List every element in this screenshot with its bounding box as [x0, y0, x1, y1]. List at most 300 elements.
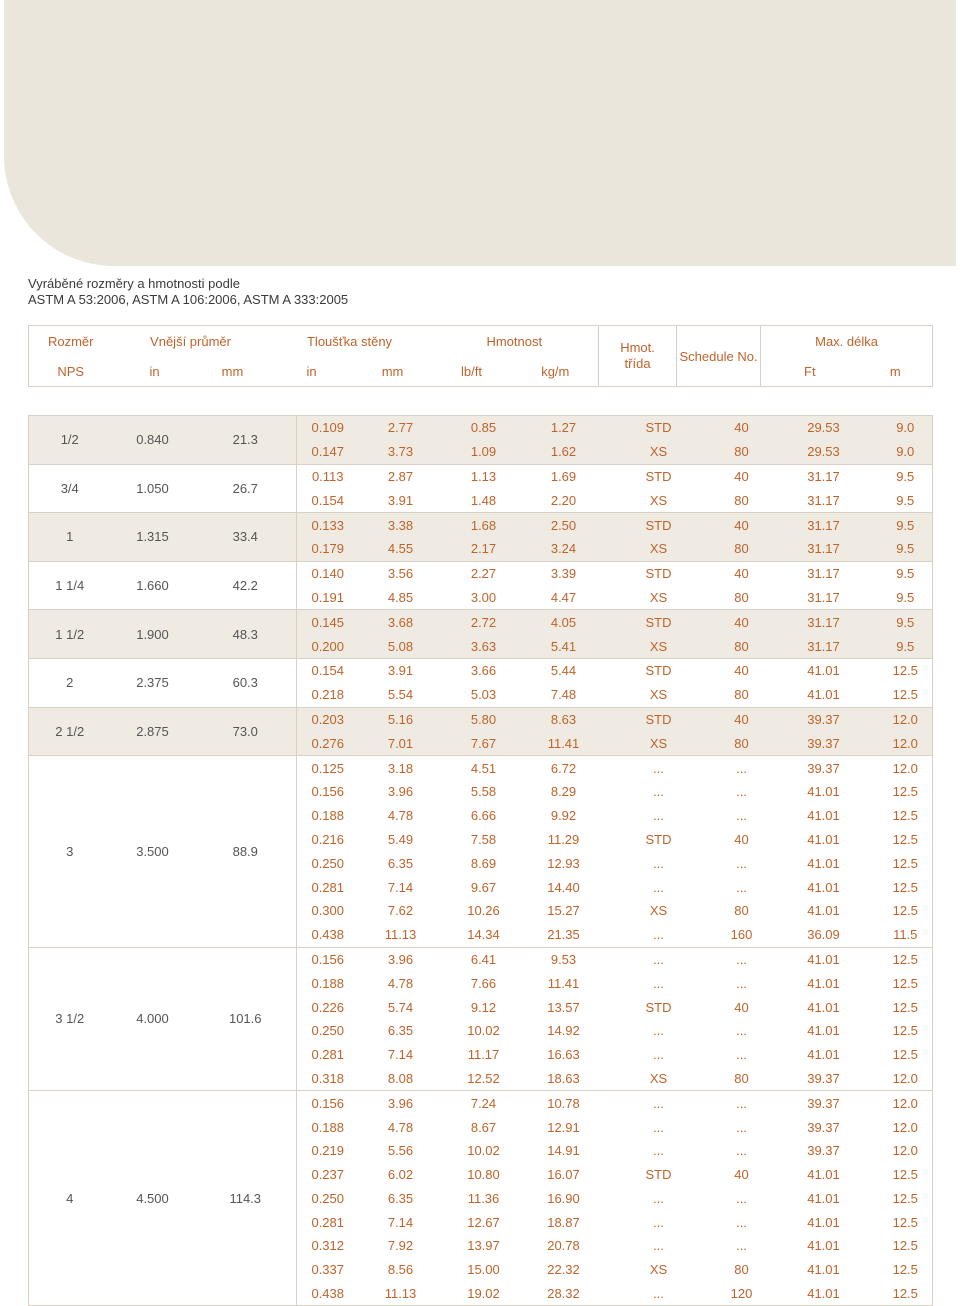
wt-mm-cell: 3.18: [359, 756, 443, 780]
kgm-cell: 4.05: [525, 610, 603, 634]
max-m-cell: 12.5: [892, 903, 918, 919]
wt-mm-cell: 3.38: [359, 513, 443, 537]
kgm-cell: 18.87: [547, 1214, 580, 1230]
header-lbft: lb/ft: [461, 363, 483, 379]
kgm-cell: 6.72: [525, 756, 603, 780]
hmot-trida-cell: XS: [603, 537, 715, 561]
hmot-trida-cell: ...: [653, 1214, 664, 1230]
table-row: [29, 1091, 933, 1115]
max-ft-cell: 41.01: [807, 1190, 840, 1206]
hmot-trida-cell: XS: [649, 589, 668, 605]
lbft-cell: 10.80: [467, 1167, 500, 1183]
od-mm-cell: 101.6: [195, 947, 297, 1091]
wt-mm-cell: 4.55: [359, 537, 443, 561]
header-hmot-trida-line2: třída: [624, 356, 651, 371]
table-row: [29, 756, 933, 780]
max-ft-cell: 41.01: [807, 831, 840, 847]
schedule-cell: ...: [736, 1023, 747, 1039]
max-m-cell: 12.0: [892, 1143, 918, 1159]
hmot-trida-cell: STD: [603, 658, 715, 682]
header-hmot-trida-line1: Hmot.: [620, 340, 655, 355]
wt-in-cell: 0.218: [297, 683, 359, 707]
schedule-cell: ...: [736, 1190, 747, 1206]
schedule-cell: ...: [736, 808, 747, 824]
kgm-cell: 16.07: [547, 1167, 580, 1183]
kgm-cell: 1.69: [525, 464, 603, 488]
wt-in-cell: 0.216: [297, 828, 359, 852]
header-ft: Ft: [804, 363, 816, 379]
schedule-cell: 40: [715, 610, 769, 634]
od-mm-cell: 60.3: [195, 658, 297, 707]
max-m-cell: 12.5: [892, 1286, 918, 1302]
hmot-trida-cell: STD: [603, 416, 715, 440]
schedule-cell: 40: [715, 416, 769, 440]
wt-in-cell: 0.276: [297, 731, 359, 755]
wt-in-cell: 0.145: [297, 610, 359, 634]
hmot-trida-cell: ...: [653, 1286, 664, 1302]
hmot-trida-cell: XS: [649, 1070, 668, 1086]
od-mm-cell: 114.3: [195, 1091, 297, 1306]
wt-mm-cell: 3.96: [359, 1091, 443, 1115]
wt-in-cell: 0.337: [297, 1258, 359, 1282]
kgm-cell: 2.20: [550, 492, 577, 508]
table-row: [29, 513, 933, 537]
hmot-trida-cell: STD: [645, 1167, 672, 1183]
max-ft-cell: 31.17: [769, 610, 879, 634]
max-m-cell: 12.5: [892, 1047, 918, 1063]
max-ft-cell: 41.01: [807, 975, 840, 991]
wt-in-cell: 0.281: [297, 875, 359, 899]
schedule-cell: ...: [715, 1091, 769, 1115]
wt-in-cell: 0.200: [297, 634, 359, 658]
header-rozmer: Rozměr: [47, 333, 94, 349]
header-schedule-no: Schedule No.: [677, 326, 761, 387]
header-vnejsi-prumer: Vnější průměr: [150, 333, 231, 349]
wt-mm-cell: 3.73: [359, 440, 443, 464]
max-m-cell: 12.5: [879, 947, 933, 971]
wt-mm-cell: 4.78: [387, 1119, 414, 1135]
wt-mm-cell: 5.56: [387, 1143, 414, 1159]
wt-mm-cell: 5.08: [359, 634, 443, 658]
lbft-cell: 12.67: [467, 1214, 500, 1230]
lbft-cell: 0.85: [443, 416, 525, 440]
hmot-trida-cell: ...: [653, 1119, 664, 1135]
od-in-cell: 4.500: [111, 1091, 195, 1306]
lbft-cell: 3.00: [470, 589, 497, 605]
wt-in-cell: 0.188: [297, 804, 359, 828]
lbft-cell: 7.67: [443, 731, 525, 755]
od-mm-cell: 73.0: [195, 707, 297, 756]
wt-in-cell: 0.188: [297, 971, 359, 995]
kgm-cell: 7.48: [550, 687, 577, 703]
hmot-trida-cell: ...: [653, 879, 664, 895]
max-m-cell: 9.0: [879, 416, 933, 440]
column-header-table: [28, 325, 933, 387]
max-m-cell: 12.0: [879, 1091, 933, 1115]
lbft-cell: 1.68: [443, 513, 525, 537]
wt-mm-cell: 6.35: [387, 1190, 414, 1206]
max-ft-cell: 39.37: [769, 1091, 879, 1115]
lbft-cell: 8.67: [470, 1119, 497, 1135]
hmot-trida-cell: XS: [603, 440, 715, 464]
max-ft-cell: 41.01: [807, 999, 840, 1015]
max-ft-cell: 31.17: [769, 513, 879, 537]
kgm-cell: 1.62: [525, 440, 603, 464]
schedule-cell: 160: [730, 927, 753, 943]
max-ft-cell: 31.17: [769, 537, 879, 561]
wt-mm-cell: 5.54: [387, 687, 414, 703]
od-mm-cell: 48.3: [195, 610, 297, 659]
hmot-trida-cell: XS: [649, 1262, 668, 1278]
lbft-cell: 1.48: [470, 492, 497, 508]
wt-in-cell: 0.154: [297, 488, 359, 512]
lbft-cell: 3.66: [443, 658, 525, 682]
hmot-trida-cell: XS: [649, 492, 668, 508]
hmot-trida-cell: XS: [649, 687, 668, 703]
hmot-trida-cell: ...: [653, 1143, 664, 1159]
schedule-cell: 80: [734, 1070, 749, 1086]
header-kgm: kg/m: [513, 356, 599, 387]
kgm-cell: 14.92: [547, 1023, 580, 1039]
od-in-cell: 1.660: [111, 561, 195, 610]
wt-in-cell: 0.125: [297, 756, 359, 780]
wt-in-cell: 0.318: [297, 1067, 359, 1091]
kgm-cell: 1.27: [525, 416, 603, 440]
max-ft-cell: 39.37: [769, 707, 879, 731]
lbft-cell: 1.09: [443, 440, 525, 464]
kgm-cell: 11.29: [547, 831, 580, 847]
max-ft-cell: 36.09: [807, 927, 840, 943]
max-m-cell: 12.0: [879, 731, 933, 755]
lbft-cell: 9.67: [470, 879, 497, 895]
od-in-cell: 0.840: [111, 416, 195, 465]
lbft-cell: 4.51: [443, 756, 525, 780]
wt-mm-cell: 7.14: [387, 879, 414, 895]
lbft-cell: 6.41: [443, 947, 525, 971]
decorative-header-band: [4, 0, 956, 266]
max-ft-cell: 39.37: [807, 1119, 840, 1135]
schedule-cell: ...: [715, 947, 769, 971]
wt-mm-cell: 7.01: [359, 731, 443, 755]
max-ft-cell: 39.37: [769, 756, 879, 780]
table-row: [29, 707, 933, 731]
lbft-cell: 15.00: [467, 1262, 500, 1278]
lbft-cell: 6.66: [470, 808, 497, 824]
max-ft-cell: 41.01: [807, 855, 840, 871]
hmot-trida-cell: STD: [603, 513, 715, 537]
nps-cell: 1 1/4: [29, 561, 111, 610]
max-ft-cell: 31.17: [807, 589, 840, 605]
hmot-trida-cell: ...: [653, 927, 664, 943]
schedule-cell: 80: [734, 589, 749, 605]
schedule-cell: ...: [736, 879, 747, 895]
lbft-cell: 5.03: [470, 687, 497, 703]
lbft-cell: 12.52: [467, 1070, 500, 1086]
table-row: [29, 947, 933, 971]
max-ft-cell: 41.01: [807, 879, 840, 895]
lbft-cell: 7.24: [443, 1091, 525, 1115]
max-m-cell: 12.5: [892, 784, 918, 800]
max-m-cell: 9.0: [879, 440, 933, 464]
lbft-cell: 7.58: [470, 831, 497, 847]
wt-mm-cell: 3.96: [359, 947, 443, 971]
od-in-cell: 1.900: [111, 610, 195, 659]
max-m-cell: 12.5: [892, 1214, 918, 1230]
schedule-cell: ...: [736, 1214, 747, 1230]
lbft-cell: 13.97: [467, 1238, 500, 1254]
hmot-trida-cell: ...: [653, 975, 664, 991]
header-od-in: in: [149, 363, 160, 379]
kgm-cell: 13.57: [547, 999, 580, 1015]
kgm-cell: 9.53: [525, 947, 603, 971]
schedule-cell: ...: [715, 756, 769, 780]
wt-in-cell: 0.179: [297, 537, 359, 561]
header-wt-mm: mm: [381, 363, 404, 379]
kgm-cell: 14.40: [547, 879, 580, 895]
hmot-trida-cell: XS: [603, 634, 715, 658]
max-m-cell: 12.5: [892, 1262, 918, 1278]
wt-in-cell: 0.156: [297, 1091, 359, 1115]
max-ft-cell: 41.01: [807, 808, 840, 824]
hmot-trida-cell: ...: [653, 855, 664, 871]
max-m-cell: 11.5: [893, 927, 918, 943]
wt-mm-cell: 3.91: [387, 492, 414, 508]
schedule-cell: 80: [734, 1262, 749, 1278]
hmot-trida-cell: ...: [653, 1238, 664, 1254]
lbft-cell: 7.66: [470, 975, 497, 991]
wt-in-cell: 0.250: [297, 1187, 359, 1211]
wt-mm-cell: 5.16: [359, 707, 443, 731]
max-ft-cell: 41.01: [807, 784, 840, 800]
lbft-cell: 9.12: [470, 999, 497, 1015]
kgm-cell: 9.92: [550, 808, 577, 824]
schedule-cell: 40: [715, 707, 769, 731]
max-m-cell: 12.5: [879, 658, 933, 682]
wt-mm-cell: 5.74: [387, 999, 414, 1015]
kgm-cell: 14.91: [547, 1143, 580, 1159]
max-ft-cell: 31.17: [807, 492, 840, 508]
table-row: [29, 416, 933, 440]
schedule-cell: ...: [736, 1047, 747, 1063]
max-m-cell: 12.5: [892, 831, 918, 847]
wt-mm-cell: 4.85: [387, 589, 414, 605]
wt-in-cell: 0.438: [297, 1282, 359, 1306]
lbft-cell: 5.58: [470, 784, 497, 800]
hmot-trida-cell: ...: [653, 1023, 664, 1039]
kgm-cell: 21.35: [547, 927, 580, 943]
max-ft-cell: 29.53: [769, 440, 879, 464]
max-m-cell: 12.0: [892, 1119, 918, 1135]
kgm-cell: 12.91: [547, 1119, 580, 1135]
od-mm-cell: 42.2: [195, 561, 297, 610]
wt-in-cell: 0.156: [297, 780, 359, 804]
lbft-cell: 5.80: [443, 707, 525, 731]
wt-mm-cell: 7.62: [387, 903, 414, 919]
wt-in-cell: 0.250: [297, 851, 359, 875]
wt-mm-cell: 6.35: [387, 855, 414, 871]
wt-in-cell: 0.133: [297, 513, 359, 537]
max-ft-cell: 31.17: [769, 561, 879, 585]
max-m-cell: 12.5: [892, 999, 918, 1015]
lbft-cell: 11.36: [467, 1190, 500, 1206]
schedule-cell: 80: [715, 440, 769, 464]
wt-in-cell: 0.140: [297, 561, 359, 585]
hmot-trida-cell: ...: [603, 947, 715, 971]
hmot-trida-cell: STD: [603, 561, 715, 585]
wt-mm-cell: 6.35: [387, 1023, 414, 1039]
hmot-trida-cell: XS: [603, 731, 715, 755]
max-ft-cell: 41.01: [807, 1023, 840, 1039]
max-ft-cell: 41.01: [769, 658, 879, 682]
hmot-trida-cell: ...: [653, 1047, 664, 1063]
schedule-cell: ...: [736, 975, 747, 991]
lbft-cell: 2.27: [443, 561, 525, 585]
hmot-trida-cell: STD: [603, 464, 715, 488]
od-in-cell: 2.375: [111, 658, 195, 707]
wt-mm-cell: 11.13: [384, 1286, 417, 1302]
lbft-cell: 14.34: [467, 927, 500, 943]
kgm-cell: 15.27: [547, 903, 580, 919]
max-ft-cell: 39.37: [807, 1143, 840, 1159]
nps-cell: 3/4: [29, 464, 111, 513]
schedule-cell: ...: [736, 1143, 747, 1159]
schedule-cell: 40: [734, 831, 749, 847]
lbft-cell: 10.02: [467, 1143, 500, 1159]
table-row: [29, 464, 933, 488]
schedule-cell: ...: [736, 1238, 747, 1254]
wt-in-cell: 0.312: [297, 1234, 359, 1258]
kgm-cell: 20.78: [547, 1238, 580, 1254]
max-m-cell: 9.5: [879, 561, 933, 585]
hmot-trida-cell: STD: [645, 831, 672, 847]
wt-in-cell: 0.438: [297, 923, 359, 947]
kgm-cell: 3.39: [525, 561, 603, 585]
nps-cell: 1: [29, 513, 111, 562]
max-m-cell: 9.5: [879, 610, 933, 634]
schedule-cell: 80: [715, 537, 769, 561]
wt-mm-cell: 3.68: [359, 610, 443, 634]
max-ft-cell: 41.01: [807, 1238, 840, 1254]
od-mm-cell: 33.4: [195, 513, 297, 562]
kgm-cell: 12.93: [547, 855, 580, 871]
schedule-cell: ...: [736, 855, 747, 871]
max-ft-cell: 41.01: [807, 1167, 840, 1183]
nps-cell: 2: [29, 658, 111, 707]
schedule-cell: 40: [715, 513, 769, 537]
schedule-cell: ...: [736, 784, 747, 800]
max-m-cell: 12.5: [892, 975, 918, 991]
wt-in-cell: 0.147: [297, 440, 359, 464]
wt-mm-cell: 2.87: [359, 464, 443, 488]
wt-in-cell: 0.226: [297, 995, 359, 1019]
max-m-cell: 12.5: [892, 1190, 918, 1206]
wt-mm-cell: 8.08: [387, 1070, 414, 1086]
wt-mm-cell: 7.14: [387, 1047, 414, 1063]
wt-in-cell: 0.250: [297, 1019, 359, 1043]
nps-cell: 2 1/2: [29, 707, 111, 756]
schedule-cell: 40: [734, 999, 749, 1015]
max-m-cell: 12.5: [892, 808, 918, 824]
schedule-cell: ...: [736, 1119, 747, 1135]
max-ft-cell: 29.53: [769, 416, 879, 440]
lbft-cell: 1.13: [443, 464, 525, 488]
max-m-cell: 12.0: [879, 707, 933, 731]
kgm-cell: 28.32: [547, 1286, 580, 1302]
schedule-cell: 120: [730, 1286, 753, 1302]
schedule-cell: 80: [734, 492, 749, 508]
max-m-cell: 12.0: [879, 756, 933, 780]
header-od-mm: mm: [221, 363, 244, 379]
wt-in-cell: 0.109: [297, 416, 359, 440]
wt-in-cell: 0.113: [297, 464, 359, 488]
wt-in-cell: 0.154: [297, 658, 359, 682]
wt-mm-cell: 7.92: [387, 1238, 414, 1254]
wt-mm-cell: 3.56: [359, 561, 443, 585]
header-m: m: [889, 363, 901, 379]
hmot-trida-cell: STD: [645, 999, 672, 1015]
wt-in-cell: 0.188: [297, 1115, 359, 1139]
max-m-cell: 12.5: [892, 1238, 918, 1254]
intro-line-2: ASTM A 53:2006, ASTM A 106:2006, ASTM A 333:2005: [28, 292, 349, 307]
kgm-cell: 16.63: [547, 1047, 580, 1063]
hmot-trida-cell: ...: [603, 756, 715, 780]
hmot-trida-cell: XS: [649, 903, 668, 919]
od-mm-cell: 26.7: [195, 464, 297, 513]
od-in-cell: 1.050: [111, 464, 195, 513]
max-ft-cell: 41.01: [807, 1262, 840, 1278]
hmot-trida-cell: STD: [603, 707, 715, 731]
od-in-cell: 2.875: [111, 707, 195, 756]
schedule-cell: 80: [715, 634, 769, 658]
wt-mm-cell: 5.49: [387, 831, 414, 847]
lbft-cell: 19.02: [467, 1286, 500, 1302]
wt-mm-cell: 4.78: [387, 808, 414, 824]
wt-mm-cell: 3.96: [387, 784, 414, 800]
wt-mm-cell: 6.02: [387, 1167, 414, 1183]
lbft-cell: 8.69: [470, 855, 497, 871]
wt-mm-cell: 4.78: [387, 975, 414, 991]
max-ft-cell: 41.01: [807, 903, 840, 919]
od-in-cell: 4.000: [111, 947, 195, 1091]
wt-in-cell: 0.191: [297, 586, 359, 610]
dimensions-table: [28, 415, 933, 1306]
max-m-cell: 9.5: [879, 464, 933, 488]
kgm-cell: 3.24: [525, 537, 603, 561]
nps-cell: 3 1/2: [29, 947, 111, 1091]
table-row: [29, 610, 933, 634]
max-ft-cell: 41.01: [807, 687, 840, 703]
max-m-cell: 12.5: [892, 1023, 918, 1039]
wt-in-cell: 0.237: [297, 1163, 359, 1187]
wt-in-cell: 0.281: [297, 1210, 359, 1234]
lbft-cell: 3.63: [443, 634, 525, 658]
kgm-cell: 10.78: [525, 1091, 603, 1115]
header-hmot-trida: [599, 326, 677, 387]
hmot-trida-cell: ...: [653, 1190, 664, 1206]
kgm-cell: 5.41: [525, 634, 603, 658]
schedule-cell: 40: [715, 658, 769, 682]
od-mm-cell: 21.3: [195, 416, 297, 465]
header-hmotnost: Hmotnost: [431, 326, 599, 357]
max-m-cell: 9.5: [896, 589, 915, 605]
max-m-cell: 12.5: [892, 1167, 918, 1183]
schedule-cell: 80: [734, 903, 749, 919]
schedule-cell: 40: [715, 561, 769, 585]
wt-in-cell: 0.156: [297, 947, 359, 971]
nps-cell: 3: [29, 756, 111, 947]
max-ft-cell: 41.01: [807, 1214, 840, 1230]
wt-mm-cell: 2.77: [359, 416, 443, 440]
